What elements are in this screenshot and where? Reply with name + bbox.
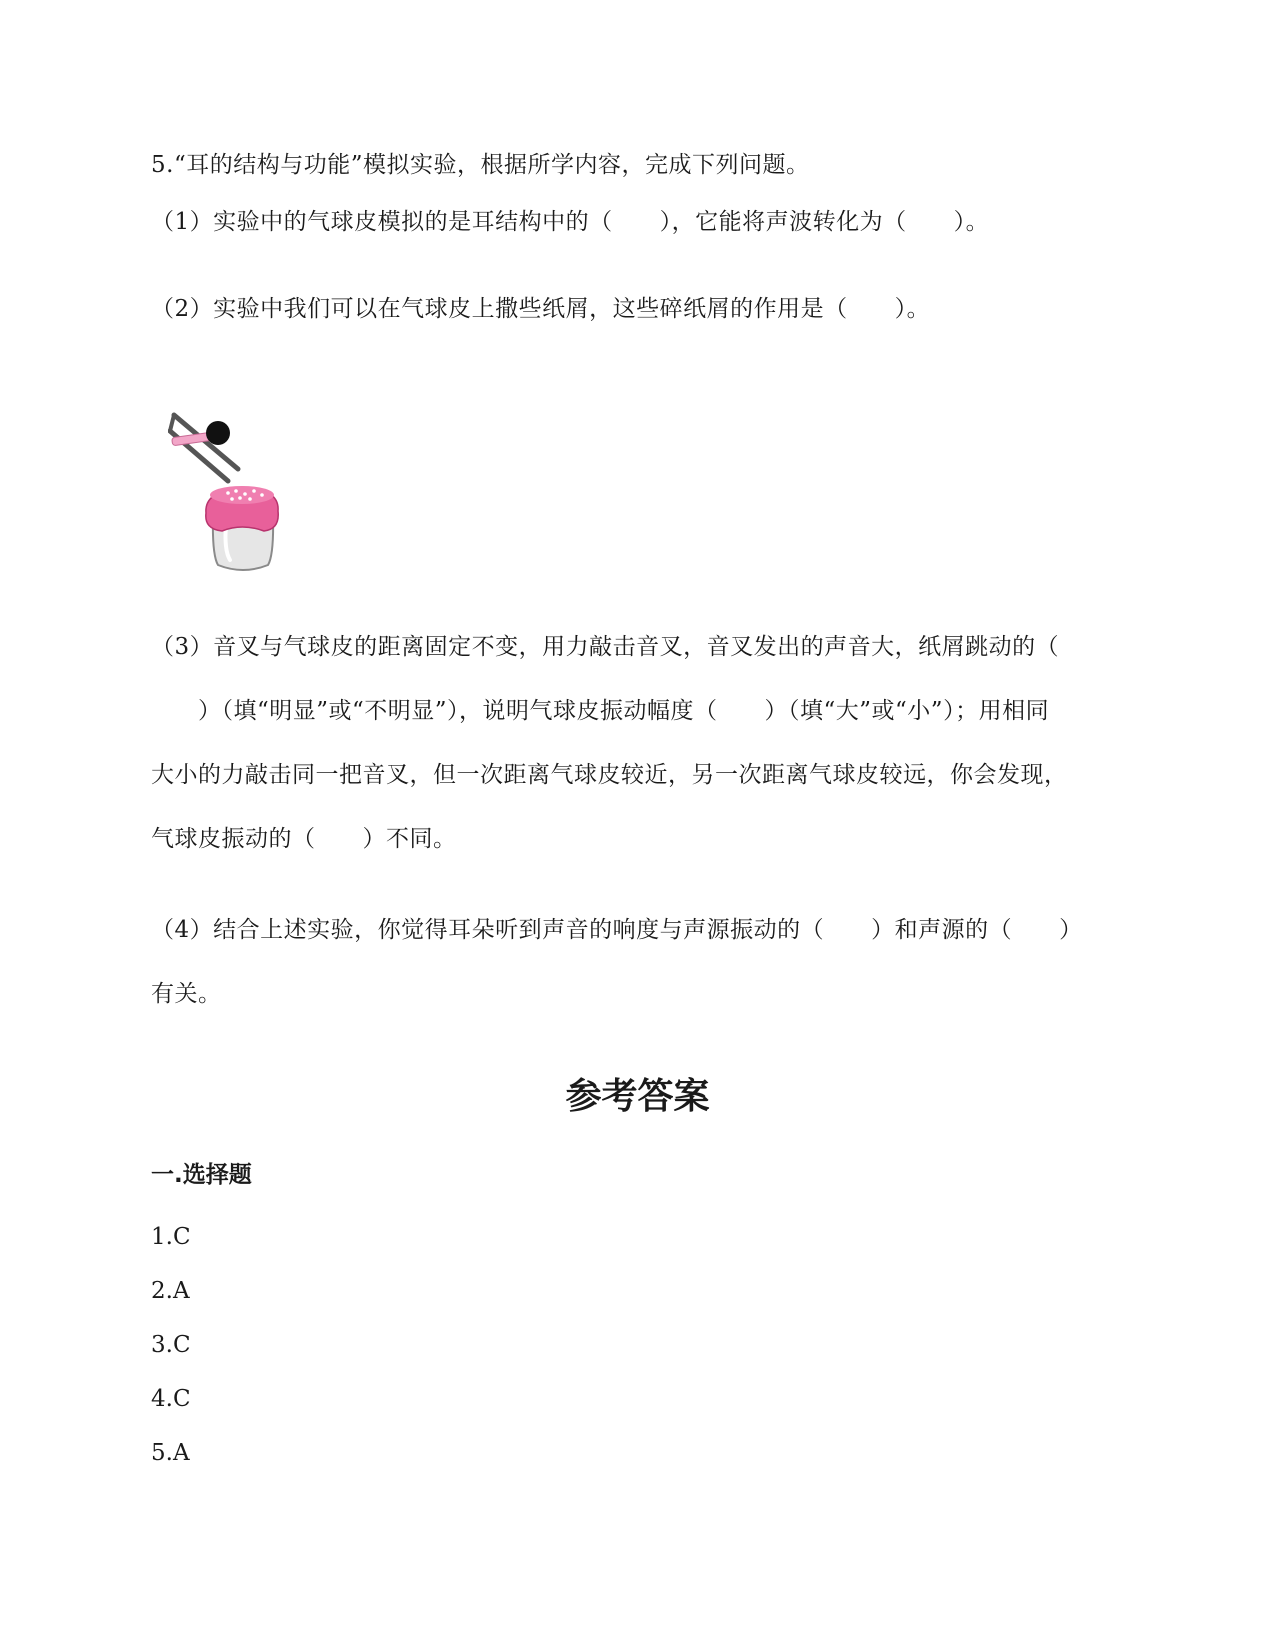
question-part-3-line-1: （3）音叉与气球皮的距离固定不变，用力敲击音叉，音叉发出的声音大，纸屑跳动的（ (151, 634, 1060, 660)
question-part-3-line-4: 气球皮振动的（ ）不同。 (151, 826, 457, 852)
question-part-2: （2）实验中我们可以在气球皮上撒些纸屑，这些碎纸屑的作用是（ ）。 (151, 296, 931, 322)
question-part-4-line-2: 有关。 (151, 981, 222, 1007)
tuning-fork-and-balloon-jar-icon (168, 405, 298, 575)
answer-item: 3.C (151, 1332, 191, 1358)
question-part-1: （1）实验中的气球皮模拟的是耳结构中的（ ），它能将声波转化为（ ）。 (151, 209, 990, 235)
question-part-4-line-1: （4）结合上述实验，你觉得耳朵听到声音的响度与声源振动的（ ）和声源的（ ） (151, 917, 1083, 943)
question-stem: 5.“耳的结构与功能”模拟实验，根据所学内容，完成下列问题。 (151, 152, 810, 178)
question-part-3-line-3: 大小的力敲击同一把音叉，但一次距离气球皮较近，另一次距离气球皮较远，你会发现， (151, 762, 1068, 788)
answers-title: 参考答案 (565, 1076, 710, 1117)
answer-item: 2.A (151, 1278, 190, 1304)
answer-item: 1.C (151, 1224, 191, 1250)
answer-item: 4.C (151, 1386, 191, 1412)
question-part-3-line-2: ）（填“明显”或“不明显”），说明气球皮振动幅度（ ）（填“大”或“小”）；用相同 (151, 698, 1050, 724)
answer-item: 5.A (151, 1440, 190, 1466)
answers-section-heading: 一.选择题 (151, 1162, 252, 1188)
